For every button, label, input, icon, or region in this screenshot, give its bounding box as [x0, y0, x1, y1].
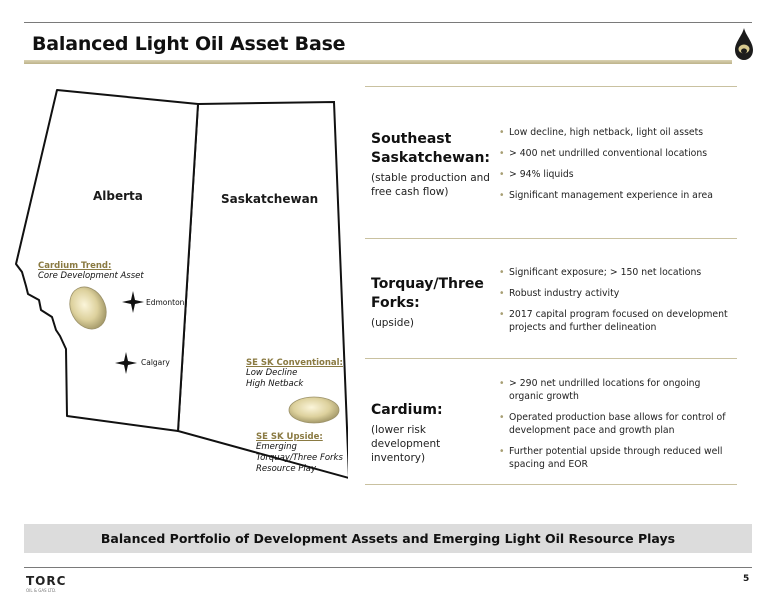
company-logo: TORC — [26, 574, 67, 588]
section-subheading — [371, 423, 496, 465]
bullet-item: • > 94% liquids — [499, 169, 574, 180]
section-subheading-line: (lower risk — [371, 424, 426, 436]
page-title: Balanced Light Oil Asset Base — [32, 33, 346, 55]
oil-drop-logo-icon — [733, 27, 755, 61]
title-underline-bar — [24, 60, 732, 64]
section-subheading — [371, 316, 491, 330]
section-heading-block — [371, 401, 496, 465]
top-rule — [24, 22, 752, 23]
cardium-trend-callout — [38, 261, 144, 282]
saskatchewan-label: Saskatchewan — [221, 192, 319, 206]
edmonton-label: Edmonton — [146, 298, 185, 307]
section-bullet-list — [499, 126, 734, 210]
section-heading-block — [371, 130, 491, 199]
bullet-item: • 2017 capital program focused on development projects and further delineation — [499, 309, 728, 333]
section-subheading-line: (upside) — [371, 317, 415, 329]
bullet-item: • Low decline, high netback, light oil assets — [499, 127, 704, 138]
calgary-city-star-icon — [115, 352, 137, 374]
bullet-item: • Significant management experience in area — [499, 190, 713, 201]
se-sk-conventional-title: SE SK Conventional: — [246, 358, 343, 368]
footer-rule — [24, 567, 752, 568]
section-subheading — [371, 171, 491, 199]
section-divider — [365, 86, 737, 87]
se-sk-upside-line: Torquay/Three Forks — [256, 453, 343, 463]
section-divider — [365, 358, 737, 359]
section-subheading-line: development inventory) — [371, 438, 441, 464]
alberta-saskatchewan-map — [8, 86, 348, 486]
bullet-item: • Further potential upside through reduced well spacing and EOR — [499, 446, 723, 470]
bullet-item: • Robust industry activity — [499, 288, 620, 299]
bullet-item: • Significant exposure; > 150 net locations — [499, 267, 702, 278]
se-sk-upside-title: SE SK Upside: — [256, 432, 323, 442]
cardium-trend-area — [68, 283, 110, 333]
cardium-trend-title: Cardium Trend: — [38, 261, 112, 271]
section-heading: Cardium: — [371, 402, 443, 418]
se-sk-upside-line: Resource Play — [256, 464, 316, 474]
page-number: 5 — [743, 574, 750, 584]
section-divider — [365, 238, 737, 239]
se-sk-conventional-line: Low Decline — [246, 368, 298, 378]
section-heading-block — [371, 275, 491, 330]
section-divider — [365, 484, 737, 485]
summary-banner-text: Balanced Portfolio of Development Assets and Emerging Light Oil Resource Plays — [100, 531, 676, 546]
cardium-trend-line: Core Development Asset — [38, 271, 144, 281]
alberta-label: Alberta — [93, 189, 143, 203]
section-bullet-list — [499, 266, 734, 342]
section-heading: Saskatchewan: — [371, 150, 491, 166]
se-sk-upside-callout — [256, 432, 343, 475]
se-sk-upside-line: Emerging — [256, 442, 297, 452]
summary-banner — [24, 524, 752, 553]
edmonton-city-star-icon — [122, 291, 144, 313]
bullet-item: • > 400 net undrilled conventional locations — [499, 148, 708, 159]
section-subheading-line: (stable production and — [371, 172, 490, 184]
section-heading: Torquay/Three — [371, 276, 484, 292]
bullet-item: • > 290 net undrilled locations for ongoing organic growth — [499, 378, 701, 402]
section-bullet-list — [499, 377, 734, 479]
section-heading: Forks: — [371, 295, 420, 311]
section-subheading-line: free cash flow) — [371, 186, 449, 198]
se-sk-area — [286, 395, 342, 425]
bullet-item: • Operated production base allows for control of development pace and growth plan — [499, 412, 726, 436]
se-sk-conventional-line: High Netback — [246, 379, 304, 389]
calgary-label: Calgary — [141, 358, 170, 367]
se-sk-conventional-callout — [246, 358, 343, 390]
section-heading: Southeast — [371, 131, 452, 147]
company-logo-subtext: OIL & GAS LTD. — [26, 588, 57, 593]
